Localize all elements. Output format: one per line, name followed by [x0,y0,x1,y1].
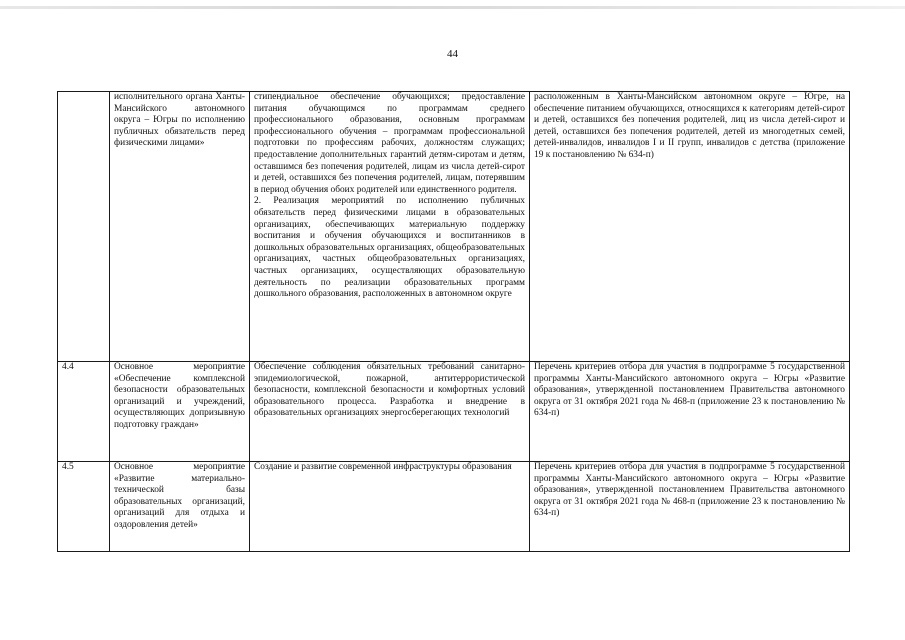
row-number [58,92,110,362]
content-paragraph: стипендиальное обеспечение обучающихся; предоставление питания обучающимся по программам среднего профессионального образования, основным программам профессионального обучения – программам профессиональной подготовки по профессиям рабочих, должностям служащих; предоставление дополнительных гарантий детям-сиротам и детям, оставшимся без попечения родителей, лицам из числа детей-сирот и детей, оставшихся без попечения родителей, лицам, потерявшим в период обучения обоих родителей или единственного родителя. [254,92,525,195]
measure-name: Основное мероприятие «Обеспечение комплексной безопасности образовательных организаций и учреждений, осуществляющих допризывную подготовку граждан» [114,362,245,430]
measure-content-cell [250,362,530,462]
table-row [58,462,850,552]
regulation-cell [530,462,850,552]
table-row [58,92,850,362]
page-number: 44 [447,48,458,60]
scan-artifact-line [0,6,905,9]
regulation-text: Перечень критериев отбора для участия в подпрограмме 5 государственной программы Ханты-Мансийского автономного округа – Югры «Развитие образования», утвержденной постановлением Правительства автономного округа от 31 октября 2021 года № 468-п (приложение 23 к постановлению № 634-п) [534,362,845,419]
measure-name: исполнительного органа Ханты-Мансийского автономного округа – Югры по исполнению публичных обязательств перед физическими лицами» [114,92,245,149]
regulation-cell [530,362,850,462]
measure-name: Основное мероприятие «Развитие материально-технической базы образовательных организаций, организаций для отдыха и оздоровления детей» [114,462,245,530]
row-number: 4.5 [58,462,110,552]
content-paragraph: Создание и развитие современной инфраструктуры образования [254,462,512,472]
measure-content-cell [250,462,530,552]
measure-name-cell [110,362,250,462]
content-paragraph: Обеспечение соблюдения обязательных требований санитарно-эпидемиологической, пожарной, антитеррористической безопасности, комплексной безопасности и комфортных условий образовательного процесса. Разработка и внедрение в образовательных организациях энергосберегающих технологий [254,362,525,419]
regulation-text: расположенным в Ханты-Мансийском автономном округе – Югре, на обеспечение питанием обучающихся, относящихся к категориям детей-сирот и детей, оставшихся без попечения родителей, лиц из числа детей-сирот и детей, оставшихся без попечения родителей, детей из многодетных семей, детей-инвалидов, инвалидов I и II групп, инвалидов с детства (приложение 19 к постановлению № 634-п) [534,92,845,160]
table-row [58,362,850,462]
content-paragraph: 2. Реализация мероприятий по исполнению публичных обязательств перед физическими лицами в образовательных организациях, обеспечивающих материальную поддержку воспитания и обучения обучающихся и воспитанников в дошкольных образовательных организациях, общеобразовательных организациях, частных общеобразовательных организациях, частных организациях, осуществляющих образовательную деятельность по реализации образовательных программ дошкольного образования, расположенных в автономном округе [254,196,525,300]
row-number: 4.4 [58,362,110,462]
measure-content-cell [250,92,530,362]
program-table [57,91,850,552]
measure-name-cell [110,462,250,552]
regulation-text: Перечень критериев отбора для участия в подпрограмме 5 государственной программы Ханты-Мансийского автономного округа – Югры «Развитие образования», утвержденной постановлением Правительства автономного округа от 31 октября 2021 года № 468-п (приложение 23 к постановлению № 634-п) [534,462,845,519]
regulation-cell [530,92,850,362]
measure-name-cell [110,92,250,362]
